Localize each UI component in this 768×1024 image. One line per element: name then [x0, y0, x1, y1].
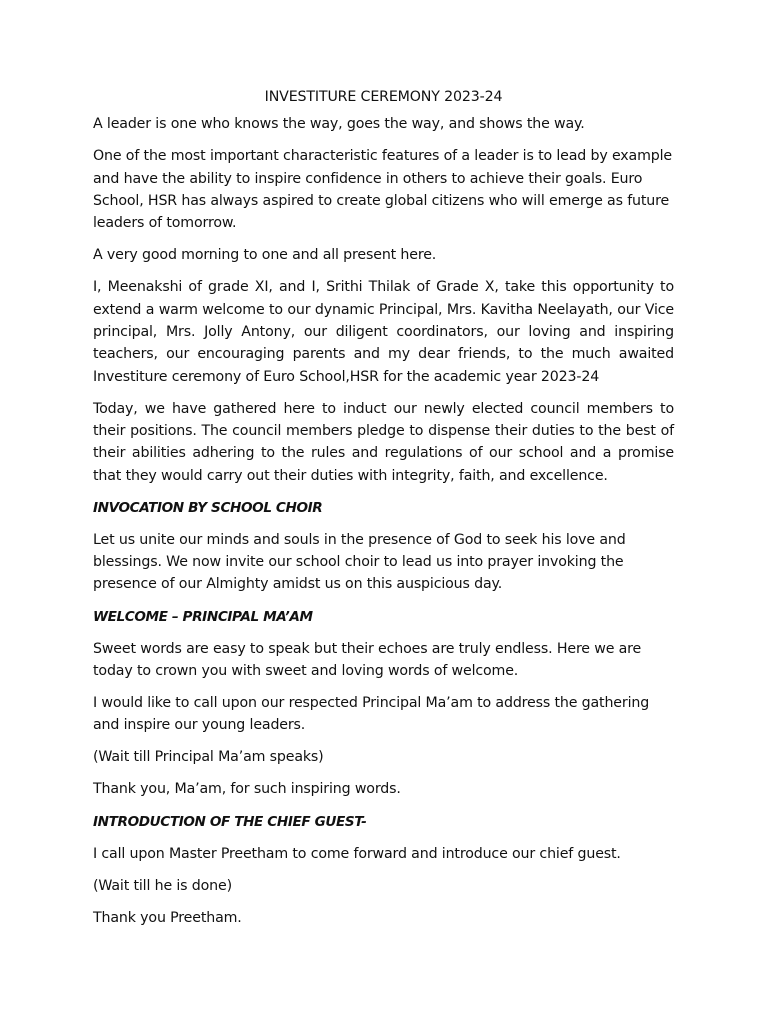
principal-thanks: Thank you, Ma’am, for such inspiring words. [93, 781, 401, 798]
principal-welcome-heading: WELCOME – PRINCIPAL MA’AM [93, 608, 313, 625]
principal-call-paragraph: I would like to call upon our respected Principal Ma’am to address the gathering and inspire our young leaders. [93, 695, 650, 734]
welcome-paragraph: I, Meenakshi of grade XI, and I, Srithi Thilak of Grade X, take this opportunity to extend a warm welcome to our dynamic Principal, Mrs. Kavitha Neelayath, our Vice principal, Mrs. Jolly Antony, our diligent coordinators, our loving and inspiring teachers, our encouraging parents and my dear friends, to the much awaited Investiture ceremony of Euro School,HSR for the academic year 2023-24 [93, 279, 674, 385]
document-title: INVESTITURE CEREMONY 2023-24 [264, 89, 503, 105]
leader-quote: A leader is one who knows the way, goes the way, and shows the way. [93, 116, 585, 133]
document-page [93, 86, 674, 939]
intro-paragraph: One of the most important characteristic features of a leader is to lead by example and have the ability to inspire confidence in others to achieve their goals. Euro School, HSR has always aspired to create global citizens who will emerge as future leaders of tomorrow. [93, 148, 672, 232]
chief-guest-wait-note: (Wait till he is done) [93, 877, 232, 894]
greeting-paragraph: A very good morning to one and all present here. [93, 247, 437, 264]
principal-welcome-paragraph: Sweet words are easy to speak but their echoes are truly endless. Here we are today to crown you with sweet and loving words of welcome. [93, 640, 642, 679]
invocation-paragraph: Let us unite our minds and souls in the presence of God to seek his love and blessings. We now invite our school choir to lead us into prayer invoking the presence of our Almighty amidst us on this auspicious day. [93, 531, 626, 593]
principal-wait-note: (Wait till Principal Ma’am speaks) [93, 749, 324, 766]
purpose-paragraph: Today, we have gathered here to induct our newly elected council members to their positions. The council members pledge to dispense their duties to the best of their abilities adhering to the rules and regulations of our school and a promise that they would carry out their duties with integrity, faith, and excellence. [93, 400, 674, 484]
chief-guest-paragraph: I call upon Master Preetham to come forward and introduce our chief guest. [93, 845, 621, 862]
invocation-heading: INVOCATION BY SCHOOL CHOIR [93, 499, 323, 516]
chief-guest-heading: INTRODUCTION OF THE CHIEF GUEST- [93, 813, 367, 830]
chief-guest-thanks: Thank you Preetham. [93, 909, 242, 926]
